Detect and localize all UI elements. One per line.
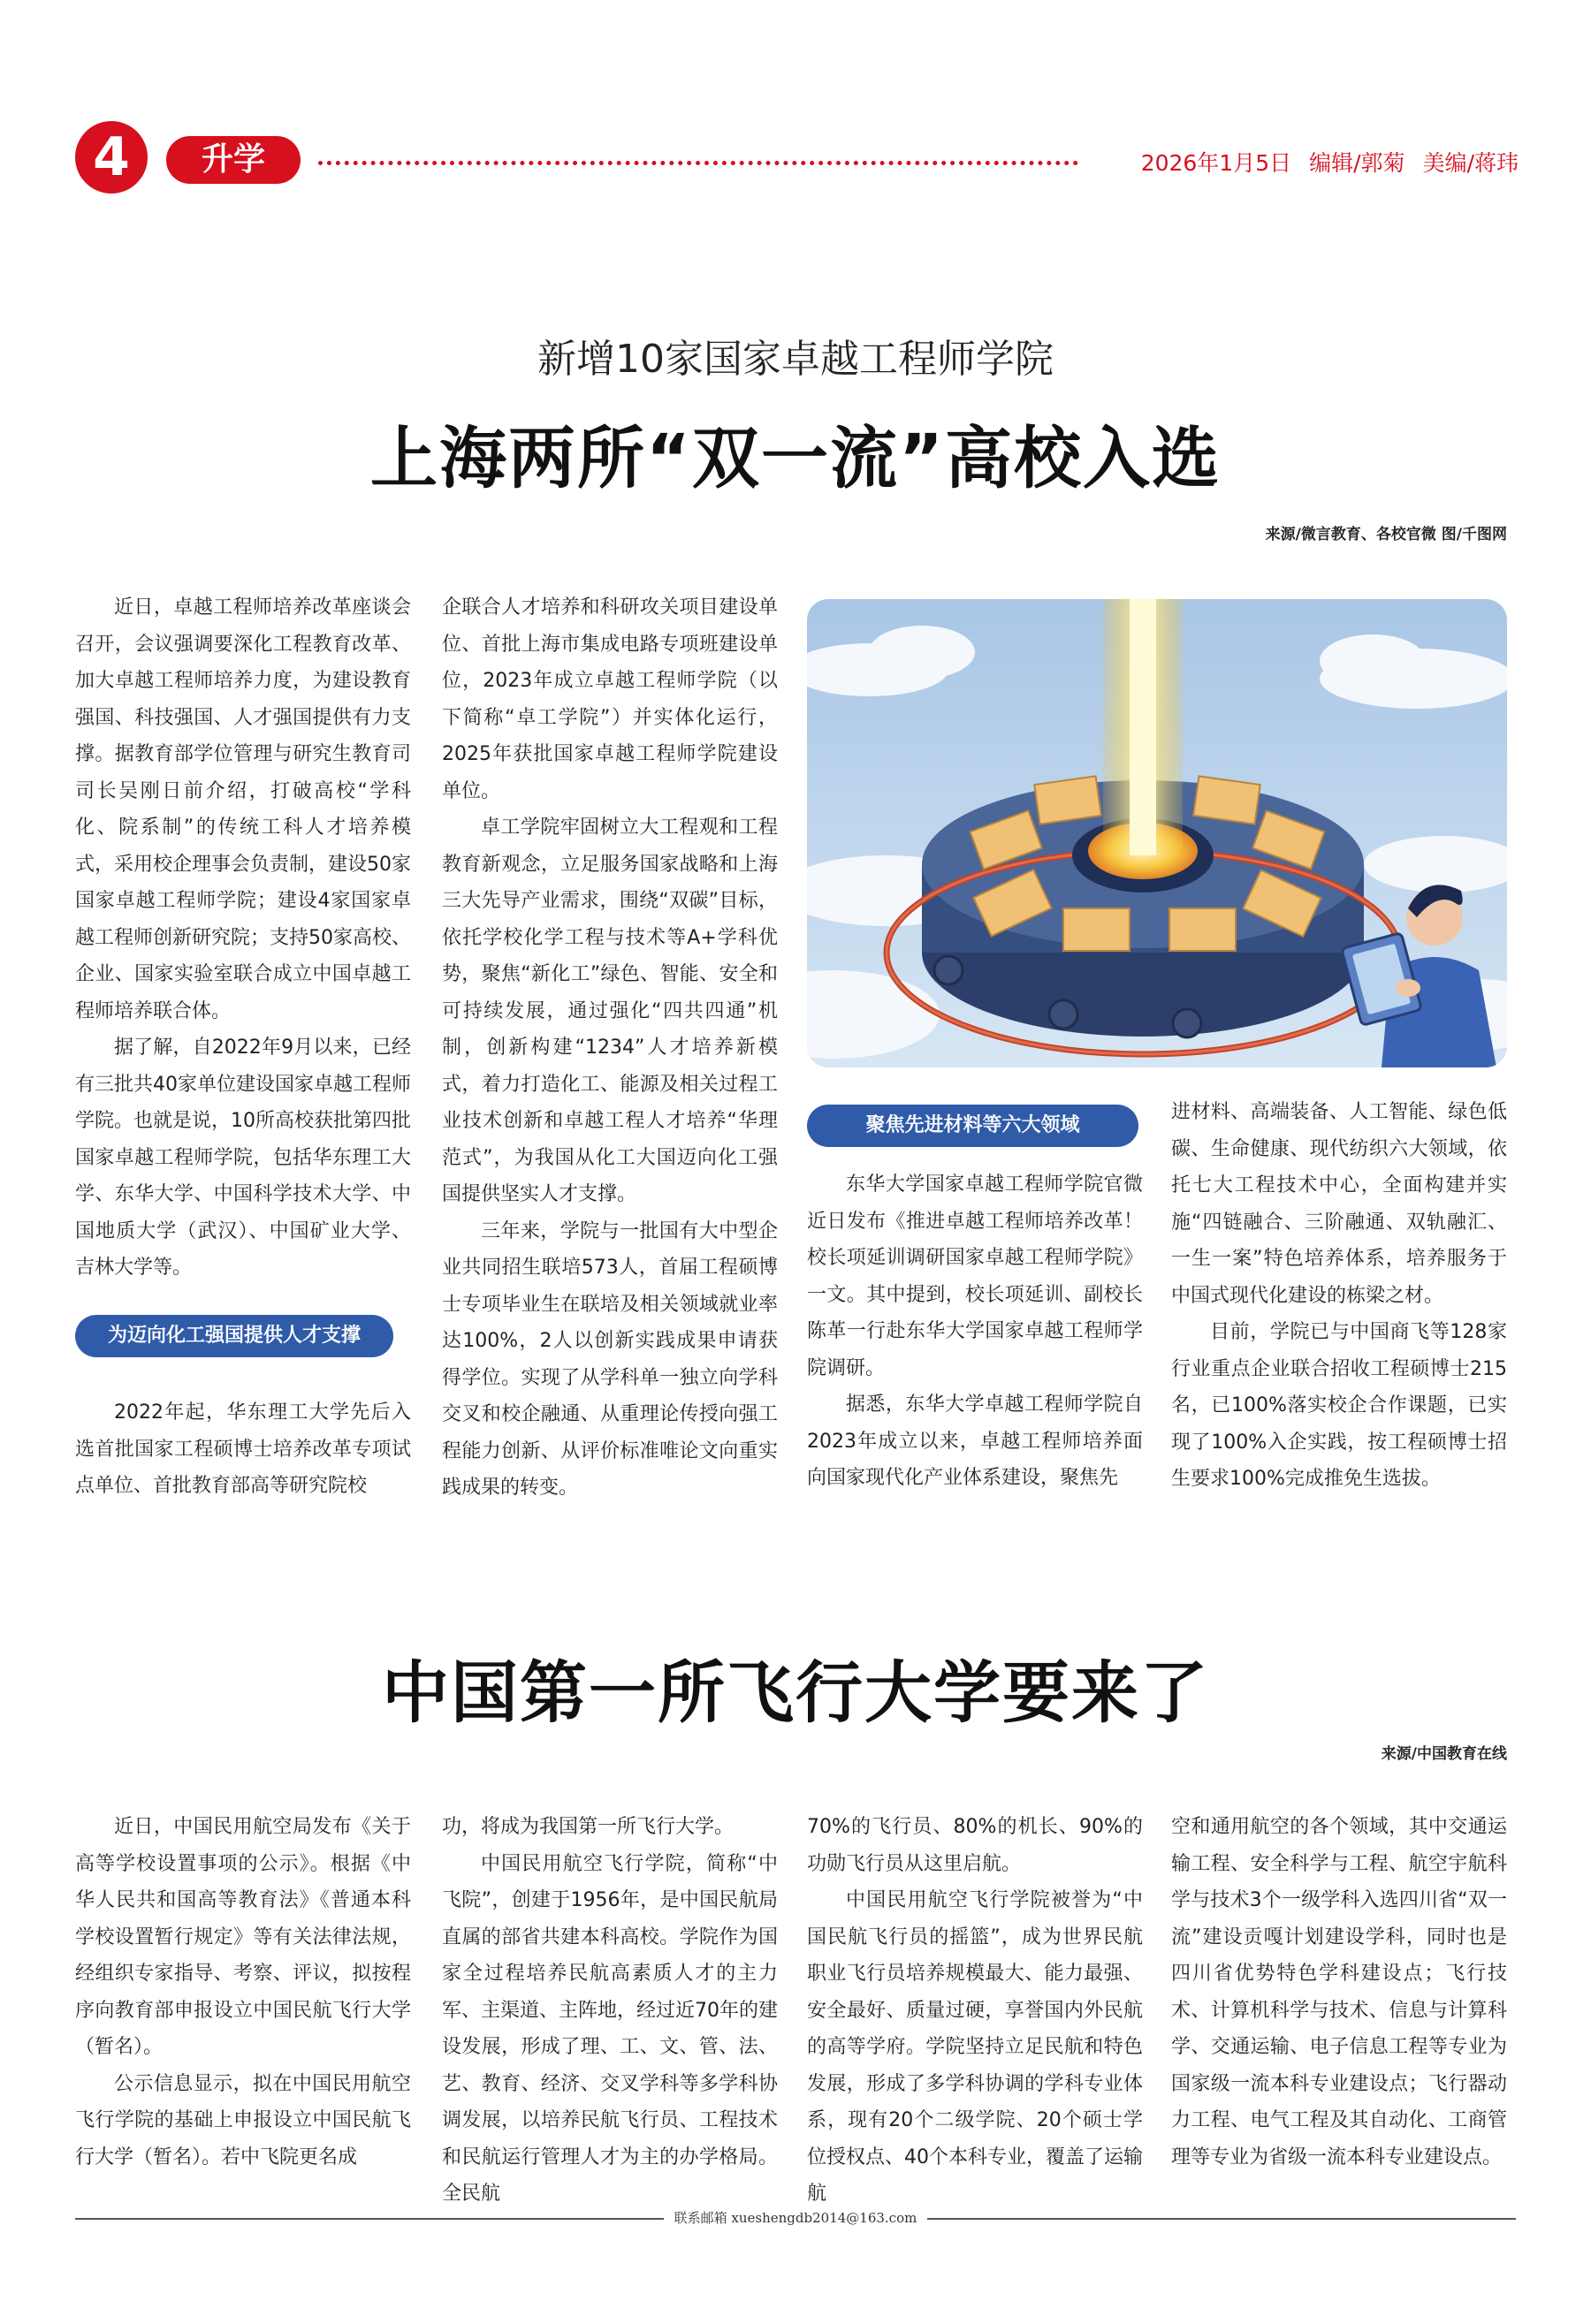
article2-title: 中国第一所飞行大学要来了 (382, 1653, 1209, 1732)
paragraph: 据了解，自2022年9月以来，已经有三批共40家单位建设国家卓越工程师学院。也就是说，10所高校获批第四批国家卓越工程师学院，包括华东理工大学、东华大学、中国科学技术大学、中国地质大学（武汉）、中国矿业大学、吉林大学等。 (75, 1037, 411, 1279)
paragraph: 近日，中国民用航空局发布《关于高等学校设置事项的公示》。根据《中华人民共和国高等教育法》《普通本科学校设置暂行规定》等有关法律法规，经组织专家指导、考察、评议，拟按程序向教育部申报设立中国民航飞行大学（暂名）。 (75, 1816, 411, 2058)
paragraph: 近日，卓越工程师培养改革座谈会召开，会议强调要深化工程教育改革、加大卓越工程师培养力度，为建设教育强国、科技强国、人才强国提供有力支撑。据教育部学位管理与研究生教育司司长吴刚日前介绍，打破高校“学科化、院系制”的传统工科人才培养模式，采用校企理事会负责制，建设50家国家卓越工程师学院；建设4家国家卓越工程师创新研究院；支持50家高校、企业、国家实验室联合成立中国卓越工程师培养联合体。 (75, 596, 411, 1022)
article2-column-3 (807, 1809, 1143, 2213)
article2-column-4 (1171, 1809, 1507, 2176)
footer (0, 2208, 1591, 2227)
issue-date: 2026年1月5日 (1140, 150, 1292, 176)
paragraph: 目前，学院已与中国商飞等128家行业重点企业联合招收工程硕博士215名，已100%落实校企合作课题，已实现了100%入企实践，按工程硕博士招生要求100%完成推免生选拔。 (1171, 1321, 1507, 1490)
paragraph: 中国民用航空飞行学院，简称“中飞院”，创建于1956年，是中国民航局直属的部省共建本科高校。学院作为国家全过程培养民航高素质人才的主力军、主渠道、主阵地，经过近70年的建设发展，形成了理、工、文、管、法、艺、教育、经济、交叉学科等多学科协调发展，以培养民航飞行员、工程技术和民航运行管理人才为主的办学格局。全民航 (442, 1852, 778, 2205)
article2-source: 来源/中国教育在线 (1381, 1745, 1507, 1763)
illustration-engineering-platform (807, 599, 1507, 1067)
article1-column-4 (1171, 1094, 1507, 1498)
paragraph: 三年来，学院与一批国有大中型企业共同招生联培573人，首届工程硕博士专项毕业生在联培及相关领域就业率达100%，2人以创新实践成果申请获得学位。实现了从学科单一独立向学科交叉和校企融通、从重理论传授向强工程能力创新、从评价标准唯论文向重实践成果的转变。 (442, 1219, 778, 1499)
paragraph: 空和通用航空的各个领域，其中交通运输工程、安全科学与工程、航空宇航科学与技术3个一级学科入选四川省“双一流”建设贡嘎计划建设学科，同时也是四川省优势特色学科建设点；飞行技术、计算机科学与技术、信息与计算科学、交通运输、电子信息工程等专业为国家级一流本科专业建设点；飞行器动力工程、电气工程及其自动化、工商管理等专业为省级一流本科专业建设点。 (1171, 1816, 1507, 2168)
paragraph: 70%的飞行员、80%的机长、90%的功勋飞行员从这里启航。 (807, 1816, 1143, 1875)
article1-subtitle: 新增10家国家卓越工程师学院 (537, 337, 1054, 382)
article1-title: 上海两所“双一流”高校入选 (370, 419, 1221, 497)
article1-subhead-1: 为迈向化工强国提供人才支撑 (75, 1315, 393, 1357)
article1-column-3 (807, 1166, 1143, 1497)
paragraph: 卓工学院牢固树立大工程观和工程教育新观念，立足服务国家战略和上海三大先导产业需求，围绕“双碳”目标，依托学校化学工程与技术等A+学科优势，聚焦“新化工”绿色、智能、安全和可持续发展，通过强化“四共四通”机制，创新构建“1234”人才培养新模式，着力打造化工、能源及相关过程工业技术创新和卓越工程人才培养“华理范式”，为我国从化工大国迈向化工强国提供坚实人才支撑。 (442, 816, 778, 1205)
section-label: 升学 (166, 136, 301, 184)
editor-credit: 编辑/郭菊 (1309, 150, 1405, 176)
paragraph: 功，将成为我国第一所飞行大学。 (442, 1816, 735, 1838)
paragraph: 企联合人才培养和科研攻关项目建设单位、首批上海市集成电路专项班建设单位，2023年成立卓越工程师学院（以下简称“卓工学院”）并实体化运行，2025年获批国家卓越工程师学院建设单位。 (442, 596, 778, 802)
paragraph: 据悉，东华大学卓越工程师学院自2023年成立以来，卓越工程师培养面向国家现代化产业体系建设，聚焦先 (807, 1394, 1143, 1489)
article2-column-1 (75, 1809, 411, 2176)
article1-column-1 (75, 589, 411, 1287)
header-dotted-divider (318, 161, 1078, 165)
paragraph: 2022年起，华东理工大学先后入选首批国家工程硕博士培养改革专项试点单位、首批教育部高等研究院校 (75, 1401, 411, 1497)
paragraph: 中国民用航空飞行学院被誉为“中国民航飞行员的摇篮”，成为世界民航职业飞行员培养规模最大、能力最强、安全最好、质量过硬，享誉国内外民航的高等学府。学院坚持立足民航和特色发展，形成了多学科协调的学科专业体系，现有20个二级学院、20个硕士学位授权点、40个本科专业，覆盖了运输航 (807, 1889, 1143, 2205)
page-number-badge: 4 (75, 121, 148, 194)
article1-column-1b (75, 1394, 411, 1505)
article2-column-2 (442, 1809, 778, 2213)
contact-email: 联系邮箱 xueshengdb2014@163.com (664, 2210, 928, 2226)
header-meta (1085, 146, 1519, 178)
designer-credit: 美编/蒋玮 (1422, 150, 1519, 176)
article1-subhead-2: 聚焦先进材料等六大领域 (807, 1105, 1138, 1147)
article1-source: 来源/微言教育、各校官微 图/千图网 (1265, 526, 1507, 543)
paragraph: 进材料、高端装备、人工智能、绿色低碳、生命健康、现代纺织六大领域，依托七大工程技术中心，全面构建并实施“四链融合、三阶融通、双轨融汇、一生一案”特色培养体系，培养服务于中国式现代化建设的栋梁之材。 (1171, 1101, 1507, 1307)
paragraph: 东华大学国家卓越工程师学院官微近日发布《推进卓越工程师培养改革！校长项延训调研国家卓越工程师学院》一文。其中提到，校长项延训、副校长陈革一行赴东华大学国家卓越工程师学院调研。 (807, 1173, 1143, 1379)
illustration-svg (807, 599, 1507, 1067)
paragraph: 公示信息显示，拟在中国民用航空飞行学院的基础上申报设立中国民航飞行大学（暂名）。若中飞院更名成 (75, 2072, 411, 2168)
article1-column-2 (442, 589, 778, 1507)
